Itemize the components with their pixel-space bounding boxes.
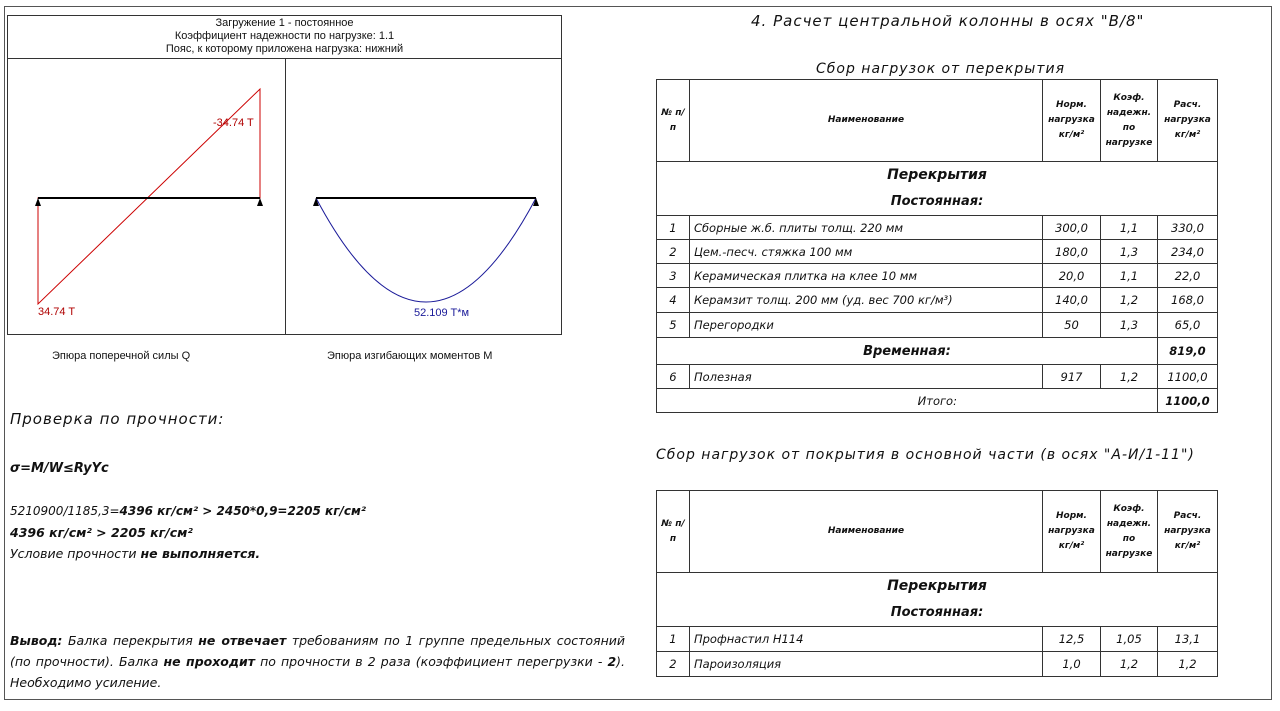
row-coef: 1,3 [1100, 240, 1157, 264]
row-calc: 330,0 [1157, 216, 1217, 240]
subgroup-label: Постоянная: [657, 600, 1218, 627]
shear-bottom-label: 34.74 T [38, 306, 76, 318]
load-case-title: Загружение 1 - постоянное [215, 17, 354, 29]
table-row [657, 264, 1218, 288]
row-coef: 1,2 [1100, 288, 1157, 313]
row-coef: 1,05 [1100, 627, 1157, 652]
conclusion-text-2: требованиям по 1 группе предельных состояний (по прочности). Балка [10, 633, 625, 669]
row-calc: 1100,0 [1157, 365, 1217, 389]
row-no: 6 [657, 365, 690, 389]
row-norm: 50 [1043, 313, 1101, 338]
row-calc: 1,2 [1157, 652, 1217, 677]
table-row [657, 365, 1218, 389]
moment-diagram [313, 198, 539, 302]
row-no: 4 [657, 288, 690, 313]
check-title: Проверка по прочности: [10, 410, 225, 428]
row-name: Керамзит толщ. 200 мм (уд. вес 700 кг/м³) [689, 288, 1042, 313]
row-calc: 234,0 [1157, 240, 1217, 264]
strength-formula: σ=M/W≤RyΥc [10, 461, 109, 476]
caption-m: Эпюра изгибающих моментов M [327, 350, 493, 362]
row-no: 2 [657, 652, 690, 677]
conclusion-text-3: по прочности в 2 раза (коэффициент перегрузки - [254, 654, 608, 669]
total-label: Итого: [657, 389, 1158, 413]
condition-result: не выполняется. [140, 546, 261, 561]
row-coef: 1,3 [1100, 313, 1157, 338]
table-row [657, 216, 1218, 240]
row-no: 1 [657, 216, 690, 240]
row-norm: 300,0 [1043, 216, 1101, 240]
row-name: Перегородки [689, 313, 1042, 338]
table-row [657, 313, 1218, 338]
row-name: Цем.-песч. стяжка 100 мм [689, 240, 1042, 264]
conclusion-bold-2: не проходит [163, 654, 255, 669]
row-no: 1 [657, 627, 690, 652]
total-row [657, 389, 1218, 413]
table-row [657, 240, 1218, 264]
subgroup-label: Постоянная: [657, 189, 1218, 216]
temporary-row [657, 338, 1218, 365]
temporary-total: 819,0 [1157, 338, 1217, 365]
row-norm: 1,0 [1043, 652, 1101, 677]
row-coef: 1,1 [1100, 264, 1157, 288]
row-norm: 917 [1043, 365, 1101, 389]
table-row [657, 652, 1218, 677]
section-title: 4. Расчет центральной колонны в осях "В/8" [751, 12, 1145, 30]
row-name: Керамическая плитка на клее 10 мм [689, 264, 1042, 288]
loads-table-roof [656, 490, 1218, 677]
col-no: № п/п [657, 80, 690, 162]
row-calc: 22,0 [1157, 264, 1217, 288]
row-name: Полезная [689, 365, 1042, 389]
calc-bold: 4396 кг/см² > 2450*0,9=2205 кг/см² [119, 504, 367, 518]
condition-line [10, 546, 260, 561]
calc-line-1 [10, 504, 366, 518]
table-header-row [657, 491, 1218, 573]
conclusion-bold-3: 2 [607, 654, 617, 669]
group-label: Перекрытия [657, 162, 1218, 189]
table2-title: Сбор нагрузок от покрытия в основной части (в осях "А-И/1-11") [656, 447, 1195, 463]
support-left-q [35, 198, 41, 206]
row-no: 2 [657, 240, 690, 264]
caption-q: Эпюра поперечной силы Q [52, 350, 191, 362]
row-name: Профнастил Н114 [689, 627, 1042, 652]
conclusion-paragraph [10, 630, 625, 693]
col-norm: Норм. нагрузка кг/м² [1043, 80, 1101, 162]
table-row [657, 288, 1218, 313]
conclusion-bold-1: не отвечает [198, 633, 287, 648]
row-calc: 13,1 [1157, 627, 1217, 652]
table1-title: Сбор нагрузок от перекрытия [816, 61, 1065, 77]
group-label: Перекрытия [657, 573, 1218, 600]
row-no: 5 [657, 313, 690, 338]
row-norm: 140,0 [1043, 288, 1101, 313]
col-name: Наименование [689, 80, 1042, 162]
conclusion-text-4: ). Необходимо усиление. [10, 654, 626, 690]
conclusion-label: Вывод: [10, 633, 63, 648]
total-value: 1100,0 [1157, 389, 1217, 413]
load-belt: Пояс, к которому приложена нагрузка: нижний [165, 43, 404, 55]
row-coef: 1,1 [1100, 216, 1157, 240]
col-name: Наименование [689, 491, 1042, 573]
col-coef: Коэф. надежн. по нагрузке [1100, 491, 1157, 573]
col-calc: Расч. нагрузка кг/м² [1157, 80, 1217, 162]
loads-table-floor [656, 79, 1218, 413]
col-coef: Коэф. надежн. по нагрузке [1100, 80, 1157, 162]
row-norm: 20,0 [1043, 264, 1101, 288]
row-norm: 180,0 [1043, 240, 1101, 264]
diagram-svg [8, 16, 563, 336]
col-norm: Норм. нагрузка кг/м² [1043, 491, 1101, 573]
row-calc: 168,0 [1157, 288, 1217, 313]
row-no: 3 [657, 264, 690, 288]
calc-prefix: 5210900/1185,3= [10, 504, 120, 518]
calc-line-2: 4396 кг/см² > 2205 кг/см² [10, 525, 193, 540]
condition-prefix: Условие прочности [10, 546, 141, 561]
row-calc: 65,0 [1157, 313, 1217, 338]
row-name: Сборные ж.б. плиты толщ. 220 мм [689, 216, 1042, 240]
col-no: № п/п [657, 491, 690, 573]
moment-max-label: 52.109 T*м [414, 307, 470, 319]
row-name: Пароизоляция [689, 652, 1042, 677]
temporary-label: Временная: [657, 338, 1158, 365]
row-norm: 12,5 [1043, 627, 1101, 652]
row-coef: 1,2 [1100, 652, 1157, 677]
shear-top-label: -34.74 T [213, 117, 254, 129]
table-header-row [657, 80, 1218, 162]
support-right-q [257, 198, 263, 206]
row-coef: 1,2 [1100, 365, 1157, 389]
reliability-coef: Коэффициент надежности по нагрузке: 1.1 [174, 30, 395, 42]
table-row [657, 627, 1218, 652]
col-calc: Расч. нагрузка кг/м² [1157, 491, 1217, 573]
conclusion-text-1: Балка перекрытия [62, 633, 199, 648]
beam-diagram-panel [7, 15, 562, 335]
